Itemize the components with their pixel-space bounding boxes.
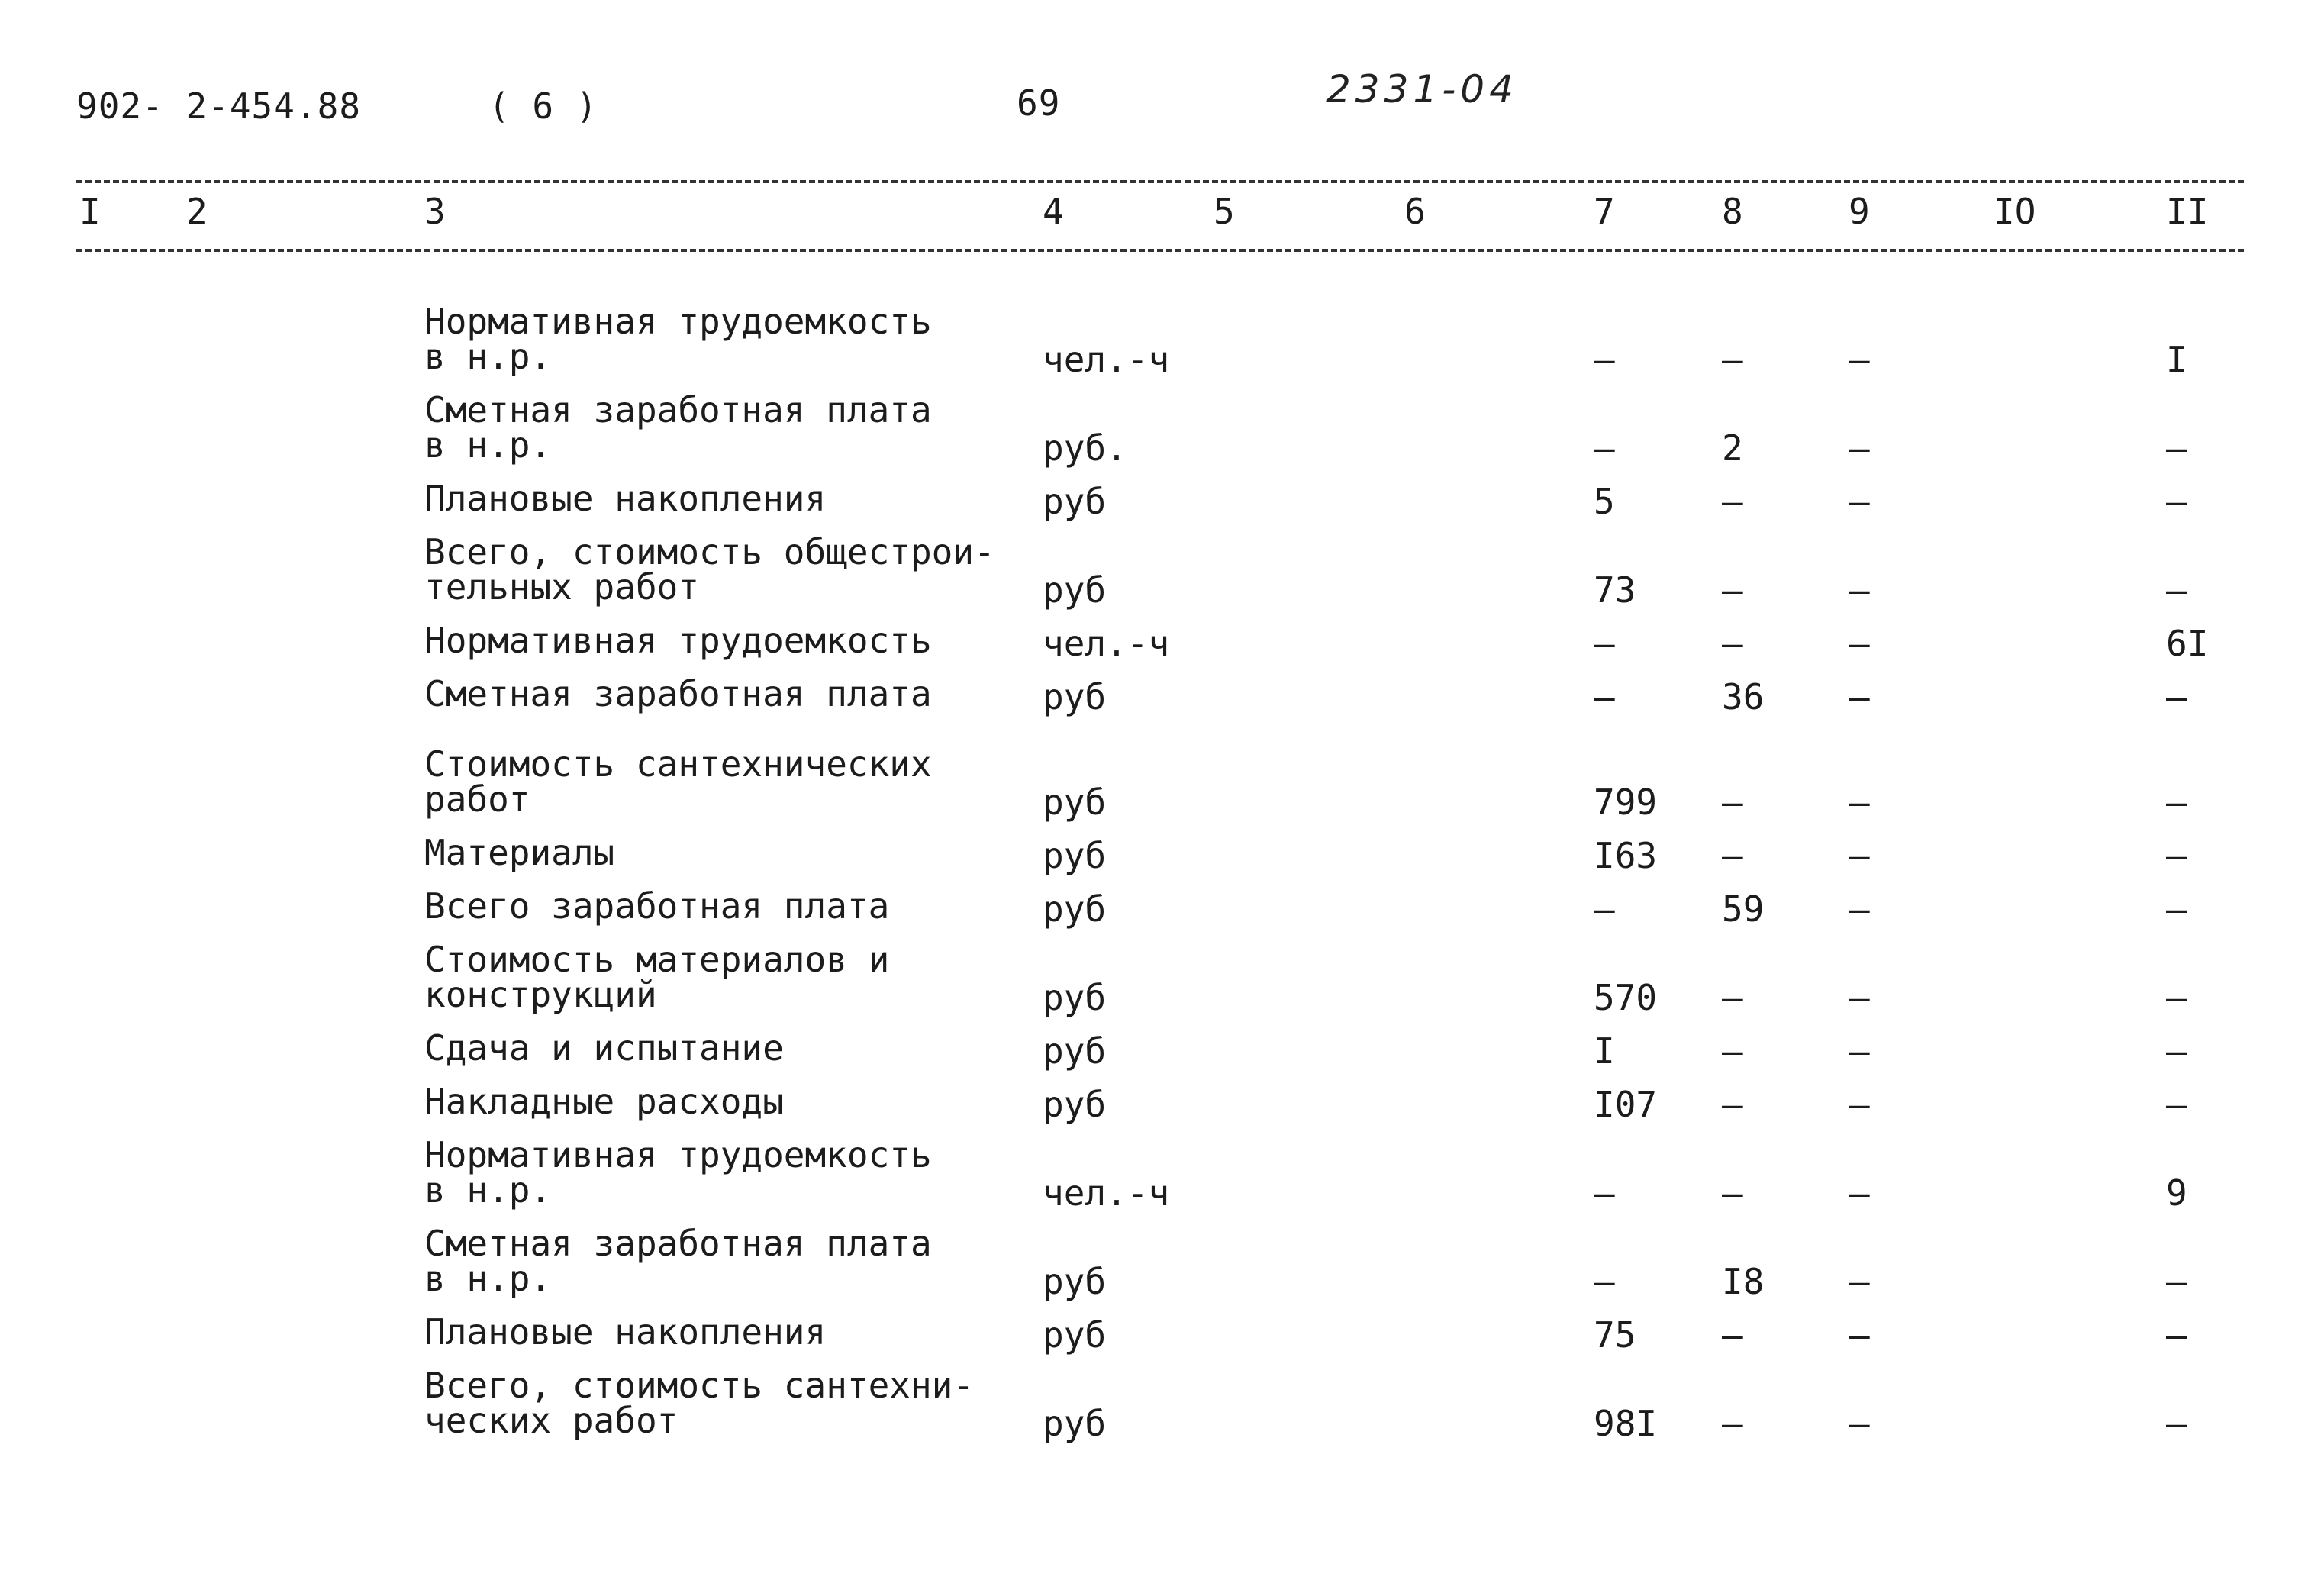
row-unit: чел.-ч (1043, 339, 1170, 380)
row-col7: 799 (1594, 782, 1658, 823)
row-col8: I8 (1722, 1261, 1765, 1302)
header-bottom-rule (76, 249, 2244, 252)
column-number: 5 (1214, 191, 1235, 232)
row-description: Нормативная трудоемкость в н.р. (424, 301, 932, 377)
document-number: 902- 2-454.88 (76, 85, 362, 127)
row-col9: – (1849, 1314, 1870, 1356)
row-col9: – (1849, 1261, 1870, 1302)
row-description: Нормативная трудоемкость в н.р. (424, 1134, 932, 1211)
row-col11: – (2166, 676, 2187, 717)
row-col7: – (1594, 888, 1615, 930)
column-number: 2 (186, 191, 208, 232)
row-unit: руб (1043, 1403, 1107, 1444)
row-col9: – (1849, 339, 1870, 380)
row-col8: 2 (1722, 427, 1743, 469)
row-col11: – (2166, 782, 2187, 823)
row-unit: руб (1043, 1314, 1107, 1356)
row-col8: – (1722, 1403, 1743, 1444)
row-description: Плановые накопления (424, 478, 827, 519)
row-col7: I63 (1594, 835, 1658, 876)
row-col7: I (1594, 1030, 1615, 1072)
row-unit: руб (1043, 676, 1107, 717)
row-col11: – (2166, 977, 2187, 1018)
column-number: II (2166, 191, 2209, 232)
row-unit: руб (1043, 1084, 1107, 1125)
column-number: 3 (424, 191, 446, 232)
row-col11: – (2166, 427, 2187, 469)
row-col7: – (1594, 427, 1615, 469)
row-col9: – (1849, 782, 1870, 823)
row-col9: – (1849, 1030, 1870, 1072)
column-number: I (79, 191, 101, 232)
row-col7: – (1594, 339, 1615, 380)
row-unit: руб (1043, 1261, 1107, 1302)
header-top-rule (76, 180, 2244, 183)
row-unit: руб. (1043, 427, 1127, 469)
row-col9: – (1849, 569, 1870, 611)
row-col9: – (1849, 676, 1870, 717)
row-unit: руб (1043, 835, 1107, 876)
row-unit: руб (1043, 1030, 1107, 1072)
row-col9: – (1849, 835, 1870, 876)
row-col7: – (1594, 676, 1615, 717)
row-col8: 36 (1722, 676, 1765, 717)
column-number: 9 (1849, 191, 1870, 232)
row-col9: – (1849, 623, 1870, 664)
row-description: Сдача и испытание (424, 1027, 784, 1069)
row-description: Всего, стоимость общестрои- тельных работ (424, 531, 995, 608)
row-col9: – (1849, 1084, 1870, 1125)
row-col9: – (1849, 977, 1870, 1018)
row-col8: – (1722, 623, 1743, 664)
row-col7: – (1594, 623, 1615, 664)
row-col7: 5 (1594, 481, 1615, 522)
column-number: IO (1994, 191, 2036, 232)
row-col8: – (1722, 1172, 1743, 1214)
row-description: Плановые накопления (424, 1311, 827, 1353)
row-col11: – (2166, 1403, 2187, 1444)
row-description: Сметная заработная плата (424, 673, 932, 714)
row-col11: – (2166, 1084, 2187, 1125)
row-description: Сметная заработная плата в н.р. (424, 1223, 932, 1299)
row-unit: чел.-ч (1043, 1172, 1170, 1214)
row-description: Стоимость материалов и конструкций (424, 939, 890, 1015)
row-unit: руб (1043, 481, 1107, 522)
row-col11: I (2166, 339, 2187, 380)
row-description: Всего, стоимость сантехни- ческих работ (424, 1365, 975, 1441)
column-number: 6 (1404, 191, 1426, 232)
row-col8: – (1722, 835, 1743, 876)
row-col7: 570 (1594, 977, 1658, 1018)
page-number: 69 (1017, 82, 1061, 124)
row-col8: – (1722, 1084, 1743, 1125)
row-unit: чел.-ч (1043, 623, 1170, 664)
row-description: Сметная заработная плата в н.р. (424, 389, 932, 466)
row-col7: – (1594, 1172, 1615, 1214)
column-number: 8 (1722, 191, 1743, 232)
row-col11: – (2166, 1030, 2187, 1072)
row-col9: – (1849, 1403, 1870, 1444)
row-col8: – (1722, 977, 1743, 1018)
row-col8: 59 (1722, 888, 1765, 930)
row-col7: I07 (1594, 1084, 1658, 1125)
row-col9: – (1849, 1172, 1870, 1214)
row-col8: – (1722, 339, 1743, 380)
row-unit: руб (1043, 888, 1107, 930)
part-number: ( 6 ) (488, 85, 598, 127)
row-col8: – (1722, 569, 1743, 611)
row-col11: 9 (2166, 1172, 2187, 1214)
column-number: 4 (1043, 191, 1064, 232)
row-description: Всего заработная плата (424, 885, 890, 927)
row-description: Накладные расходы (424, 1081, 784, 1122)
row-col11: – (2166, 835, 2187, 876)
row-col9: – (1849, 427, 1870, 469)
row-col8: – (1722, 782, 1743, 823)
row-col11: – (2166, 1314, 2187, 1356)
row-col11: 6I (2166, 623, 2209, 664)
row-col11: – (2166, 888, 2187, 930)
row-col8: – (1722, 1030, 1743, 1072)
row-col11: – (2166, 569, 2187, 611)
row-unit: руб (1043, 569, 1107, 611)
row-col8: – (1722, 1314, 1743, 1356)
handwritten-note: 2331-04 (1326, 67, 1518, 111)
row-unit: руб (1043, 977, 1107, 1018)
row-description: Стоимость сантехнических работ (424, 743, 932, 820)
row-col7: – (1594, 1261, 1615, 1302)
row-col8: – (1722, 481, 1743, 522)
row-col7: 98I (1594, 1403, 1658, 1444)
row-col7: 73 (1594, 569, 1636, 611)
row-description: Материалы (424, 832, 615, 873)
row-col9: – (1849, 481, 1870, 522)
column-number: 7 (1594, 191, 1615, 232)
row-col7: 75 (1594, 1314, 1636, 1356)
row-col11: – (2166, 481, 2187, 522)
row-col11: – (2166, 1261, 2187, 1302)
row-unit: руб (1043, 782, 1107, 823)
row-description: Нормативная трудоемкость (424, 620, 932, 661)
row-col9: – (1849, 888, 1870, 930)
